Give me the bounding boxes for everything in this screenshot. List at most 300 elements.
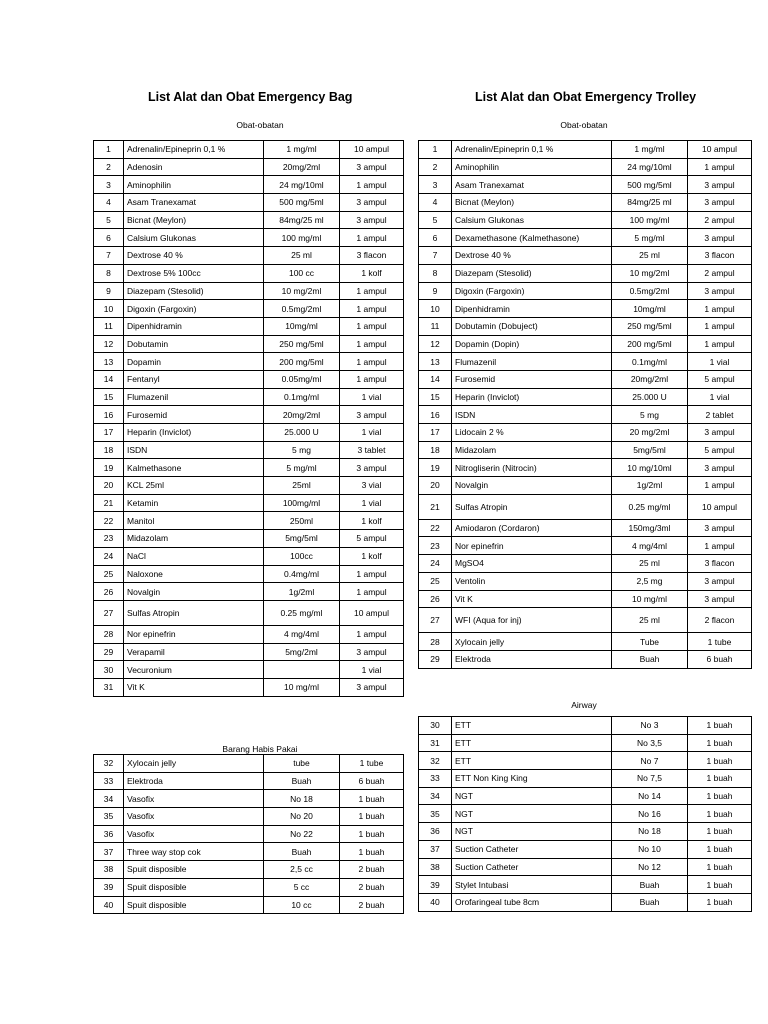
item-quantity: 3 ampul — [340, 459, 404, 477]
item-name: ETT — [452, 734, 612, 752]
item-name: Flumazenil — [124, 388, 264, 406]
item-quantity: 1 ampul — [340, 565, 404, 583]
table-row — [419, 194, 752, 212]
table-row — [419, 353, 752, 371]
item-number: 31 — [94, 678, 124, 696]
item-quantity: 1 ampul — [688, 537, 752, 555]
item-quantity: 6 buah — [340, 772, 404, 790]
item-number: 22 — [419, 519, 452, 537]
table-row — [94, 772, 404, 790]
item-quantity: 1 buah — [688, 876, 752, 894]
item-name: Sulfas Atropin — [124, 600, 264, 625]
item-quantity: 1 tube — [688, 633, 752, 651]
item-name: NGT — [452, 787, 612, 805]
item-number: 13 — [94, 353, 124, 371]
item-number: 6 — [94, 229, 124, 247]
item-quantity: 1 buah — [688, 840, 752, 858]
item-quantity: 3 ampul — [688, 519, 752, 537]
item-name: Nor epinefrin — [452, 537, 612, 555]
table-row — [94, 247, 404, 265]
item-quantity: 1 buah — [340, 825, 404, 843]
table-row — [419, 770, 752, 788]
bag-title: List Alat dan Obat Emergency Bag — [148, 90, 353, 104]
item-dose: 1g/2ml — [264, 583, 340, 601]
item-dose: 100 mg/ml — [264, 229, 340, 247]
item-name: Amiodaron (Cordaron) — [452, 519, 612, 537]
item-quantity: 1 buah — [340, 808, 404, 826]
table-row — [94, 300, 404, 318]
item-number: 9 — [419, 282, 452, 300]
item-number: 14 — [94, 370, 124, 388]
item-quantity: 3 ampul — [688, 590, 752, 608]
item-name: Vasofix — [124, 808, 264, 826]
item-number: 12 — [94, 335, 124, 353]
item-name: Manitol — [124, 512, 264, 530]
item-dose: 100 cc — [264, 264, 340, 282]
table-row — [419, 893, 752, 911]
table-row — [419, 141, 752, 159]
item-dose: 200 mg/5ml — [612, 335, 688, 353]
item-number: 4 — [419, 194, 452, 212]
trolley-airway-table — [418, 716, 752, 912]
item-number: 28 — [419, 633, 452, 651]
item-name: Ketamin — [124, 494, 264, 512]
item-name: Bicnat (Meylon) — [124, 211, 264, 229]
table-row — [94, 755, 404, 773]
item-quantity: 10 ampul — [688, 141, 752, 159]
item-quantity: 1 buah — [688, 752, 752, 770]
item-quantity: 1 vial — [340, 424, 404, 442]
item-dose: 100cc — [264, 547, 340, 565]
table-row — [94, 211, 404, 229]
item-quantity: 2 buah — [340, 878, 404, 896]
item-name: Dexamethasone (Kalmethasone) — [452, 229, 612, 247]
table-row — [94, 335, 404, 353]
table-row — [419, 752, 752, 770]
item-number: 38 — [94, 861, 124, 879]
item-quantity: 3 ampul — [340, 406, 404, 424]
item-quantity: 3 ampul — [688, 194, 752, 212]
table-row — [419, 424, 752, 442]
item-quantity: 1 buah — [688, 805, 752, 823]
item-quantity: 1 vial — [688, 388, 752, 406]
item-dose — [264, 661, 340, 679]
item-quantity: 1 vial — [340, 388, 404, 406]
table-row — [419, 247, 752, 265]
item-quantity: 1 kolf — [340, 264, 404, 282]
item-dose: No 7 — [612, 752, 688, 770]
table-row — [419, 494, 752, 519]
item-quantity: 3 flacon — [688, 555, 752, 573]
item-name: Vasofix — [124, 790, 264, 808]
table-row — [94, 825, 404, 843]
table-row — [419, 650, 752, 668]
table-row — [94, 459, 404, 477]
trolley-title: List Alat dan Obat Emergency Trolley — [475, 90, 697, 104]
item-name: Vecuronium — [124, 661, 264, 679]
item-dose: 20mg/2ml — [264, 406, 340, 424]
item-quantity: 1 buah — [688, 893, 752, 911]
table-row — [419, 477, 752, 495]
item-number: 18 — [94, 441, 124, 459]
item-number: 34 — [94, 790, 124, 808]
table-row — [94, 141, 404, 159]
item-quantity: 5 ampul — [688, 441, 752, 459]
item-quantity: 1 ampul — [688, 335, 752, 353]
table-row — [94, 643, 404, 661]
item-quantity: 3 ampul — [688, 176, 752, 194]
item-name: Xylocain jelly — [124, 755, 264, 773]
item-name: Suction Catheter — [452, 858, 612, 876]
item-dose: 0.4mg/ml — [264, 565, 340, 583]
table-row — [94, 388, 404, 406]
item-quantity: 1 buah — [340, 790, 404, 808]
table-row — [419, 176, 752, 194]
item-quantity: 1 buah — [688, 717, 752, 735]
table-row — [94, 282, 404, 300]
item-dose: 10mg/ml — [612, 300, 688, 318]
item-dose: 25.000 U — [264, 424, 340, 442]
table-row — [94, 808, 404, 826]
table-row — [419, 459, 752, 477]
table-row — [419, 876, 752, 894]
item-dose: 1 mg/ml — [264, 141, 340, 159]
item-dose: 25 ml — [612, 608, 688, 633]
item-dose: No 3 — [612, 717, 688, 735]
item-quantity: 3 ampul — [688, 229, 752, 247]
item-number: 7 — [419, 247, 452, 265]
item-quantity: 1 vial — [688, 353, 752, 371]
table-row — [94, 229, 404, 247]
item-number: 35 — [419, 805, 452, 823]
item-number: 17 — [94, 424, 124, 442]
item-name: NGT — [452, 823, 612, 841]
item-number: 37 — [94, 843, 124, 861]
item-name: MgSO4 — [452, 555, 612, 573]
item-name: Spuit disposible — [124, 896, 264, 914]
item-quantity: 10 ampul — [340, 141, 404, 159]
item-number: 2 — [94, 158, 124, 176]
item-quantity: 1 kolf — [340, 512, 404, 530]
bag-section-bhp: Barang Habis Pakai — [222, 744, 298, 754]
item-quantity: 1 ampul — [340, 176, 404, 194]
item-dose: 0.1mg/ml — [612, 353, 688, 371]
item-dose: 1g/2ml — [612, 477, 688, 495]
item-number: 36 — [94, 825, 124, 843]
table-row — [419, 717, 752, 735]
item-name: ISDN — [124, 441, 264, 459]
item-name: Heparin (Inviclot) — [124, 424, 264, 442]
item-dose: Buah — [264, 843, 340, 861]
item-dose: 84mg/25 ml — [612, 194, 688, 212]
item-name: Spuit disposible — [124, 861, 264, 879]
table-row — [419, 282, 752, 300]
item-quantity: 5 ampul — [340, 530, 404, 548]
item-name: Asam Tranexamat — [124, 194, 264, 212]
item-dose: 20mg/2ml — [612, 370, 688, 388]
item-quantity: 1 ampul — [340, 625, 404, 643]
item-dose: 25 ml — [264, 247, 340, 265]
item-quantity: 3 flacon — [340, 247, 404, 265]
item-name: Three way stop cok — [124, 843, 264, 861]
item-number: 25 — [419, 572, 452, 590]
item-number: 40 — [94, 896, 124, 914]
table-row — [419, 388, 752, 406]
table-row — [94, 678, 404, 696]
table-row — [419, 264, 752, 282]
item-number: 14 — [419, 370, 452, 388]
item-number: 22 — [94, 512, 124, 530]
item-quantity: 3 ampul — [340, 158, 404, 176]
item-name: Aminophilin — [452, 158, 612, 176]
item-number: 8 — [94, 264, 124, 282]
item-dose: No 18 — [264, 790, 340, 808]
item-name: Ventolin — [452, 572, 612, 590]
item-name: Lidocain 2 % — [452, 424, 612, 442]
table-row — [94, 565, 404, 583]
item-number: 15 — [94, 388, 124, 406]
item-dose: 24 mg/10ml — [264, 176, 340, 194]
item-number: 30 — [94, 661, 124, 679]
item-name: Dopamin — [124, 353, 264, 371]
table-row — [419, 158, 752, 176]
item-name: Fentanyl — [124, 370, 264, 388]
item-quantity: 1 ampul — [688, 300, 752, 318]
item-name: Digoxin (Fargoxin) — [124, 300, 264, 318]
item-dose: 10mg/ml — [264, 317, 340, 335]
table-row — [419, 787, 752, 805]
item-number: 3 — [94, 176, 124, 194]
item-name: Naloxone — [124, 565, 264, 583]
table-row — [419, 317, 752, 335]
item-number: 15 — [419, 388, 452, 406]
item-quantity: 3 ampul — [688, 282, 752, 300]
item-name: Kalmethasone — [124, 459, 264, 477]
item-number: 29 — [94, 643, 124, 661]
item-quantity: 1 ampul — [340, 229, 404, 247]
item-name: Dopamin (Dopin) — [452, 335, 612, 353]
item-dose: No 14 — [612, 787, 688, 805]
item-quantity: 3 ampul — [340, 678, 404, 696]
item-name: Adrenalin/Epineprin 0,1 % — [452, 141, 612, 159]
item-quantity: 2 tablet — [688, 406, 752, 424]
table-row — [94, 264, 404, 282]
item-dose: 250 mg/5ml — [264, 335, 340, 353]
item-number: 9 — [94, 282, 124, 300]
table-row — [419, 441, 752, 459]
bag-section-obat: Obat-obatan — [236, 120, 284, 130]
item-name: Calsium Glukonas — [452, 211, 612, 229]
table-row — [419, 633, 752, 651]
item-quantity: 2 ampul — [688, 211, 752, 229]
item-name: Dextrose 40 % — [452, 247, 612, 265]
table-row — [94, 424, 404, 442]
item-quantity: 1 ampul — [340, 317, 404, 335]
item-number: 39 — [419, 876, 452, 894]
table-row — [419, 211, 752, 229]
item-name: Furosemid — [124, 406, 264, 424]
item-dose: 5mg/2ml — [264, 643, 340, 661]
item-dose: 84mg/25 ml — [264, 211, 340, 229]
item-number: 19 — [94, 459, 124, 477]
item-number: 32 — [419, 752, 452, 770]
table-row — [94, 600, 404, 625]
item-name: Vit K — [452, 590, 612, 608]
item-number: 24 — [94, 547, 124, 565]
item-dose: 25 ml — [612, 247, 688, 265]
item-name: ISDN — [452, 406, 612, 424]
item-number: 11 — [419, 317, 452, 335]
item-quantity: 1 ampul — [340, 353, 404, 371]
item-name: Adenosin — [124, 158, 264, 176]
item-number: 37 — [419, 840, 452, 858]
item-dose: 25ml — [264, 477, 340, 495]
item-quantity: 3 ampul — [340, 194, 404, 212]
item-dose: 10 mg/2ml — [612, 264, 688, 282]
item-name: Dobutamin — [124, 335, 264, 353]
table-row — [94, 194, 404, 212]
table-row — [419, 519, 752, 537]
item-number: 18 — [419, 441, 452, 459]
item-number: 21 — [419, 494, 452, 519]
item-dose: 4 mg/4ml — [612, 537, 688, 555]
item-name: Dipenhidramin — [452, 300, 612, 318]
item-number: 12 — [419, 335, 452, 353]
item-dose: 5 cc — [264, 878, 340, 896]
item-dose: 5mg/5ml — [612, 441, 688, 459]
item-dose: 10 mg/ml — [264, 678, 340, 696]
item-number: 31 — [419, 734, 452, 752]
item-name: Midazolam — [452, 441, 612, 459]
table-row — [419, 335, 752, 353]
item-number: 33 — [94, 772, 124, 790]
item-quantity: 2 buah — [340, 861, 404, 879]
item-dose: No 7,5 — [612, 770, 688, 788]
item-quantity: 1 ampul — [688, 317, 752, 335]
item-dose: 150mg/3ml — [612, 519, 688, 537]
item-dose: 0.05mg/ml — [264, 370, 340, 388]
item-number: 13 — [419, 353, 452, 371]
item-name: Stylet Intubasi — [452, 876, 612, 894]
item-number: 8 — [419, 264, 452, 282]
table-row — [94, 353, 404, 371]
item-number: 16 — [94, 406, 124, 424]
item-number: 30 — [419, 717, 452, 735]
item-quantity: 2 flacon — [688, 608, 752, 633]
item-quantity: 3 tablet — [340, 441, 404, 459]
item-name: Asam Tranexamat — [452, 176, 612, 194]
table-row — [94, 494, 404, 512]
item-dose: 1 mg/ml — [612, 141, 688, 159]
item-number: 27 — [419, 608, 452, 633]
item-dose: 2,5 cc — [264, 861, 340, 879]
item-number: 27 — [94, 600, 124, 625]
item-quantity: 1 vial — [340, 661, 404, 679]
item-number: 21 — [94, 494, 124, 512]
item-number: 36 — [419, 823, 452, 841]
item-name: Nitrogliserin (Nitrocin) — [452, 459, 612, 477]
item-name: Novalgin — [124, 583, 264, 601]
table-row — [419, 590, 752, 608]
item-dose: 0.25 mg/ml — [612, 494, 688, 519]
item-name: Xylocain jelly — [452, 633, 612, 651]
item-dose: 25.000 U — [612, 388, 688, 406]
table-row — [94, 896, 404, 914]
item-dose: 5 mg — [264, 441, 340, 459]
item-quantity: 1 ampul — [340, 583, 404, 601]
item-name: Elektroda — [452, 650, 612, 668]
item-number: 17 — [419, 424, 452, 442]
item-dose: 5 mg/ml — [612, 229, 688, 247]
item-name: Adrenalin/Epineprin 0,1 % — [124, 141, 264, 159]
item-quantity: 1 ampul — [688, 158, 752, 176]
item-number: 40 — [419, 893, 452, 911]
item-quantity: 1 buah — [688, 823, 752, 841]
item-quantity: 1 kolf — [340, 547, 404, 565]
item-dose: No 20 — [264, 808, 340, 826]
item-number: 32 — [94, 755, 124, 773]
item-dose: Tube — [612, 633, 688, 651]
item-name: Diazepam (Stesolid) — [452, 264, 612, 282]
item-quantity: 1 buah — [688, 858, 752, 876]
item-name: Novalgin — [452, 477, 612, 495]
item-dose: 10 mg/2ml — [264, 282, 340, 300]
item-dose: 500 mg/5ml — [612, 176, 688, 194]
item-number: 1 — [419, 141, 452, 159]
item-number: 35 — [94, 808, 124, 826]
item-name: Verapamil — [124, 643, 264, 661]
item-number: 23 — [419, 537, 452, 555]
item-dose: 20mg/2ml — [264, 158, 340, 176]
item-dose: Buah — [612, 893, 688, 911]
item-dose: 100 mg/ml — [612, 211, 688, 229]
trolley-section-obat: Obat-obatan — [560, 120, 608, 130]
item-name: Suction Catheter — [452, 840, 612, 858]
table-row — [419, 300, 752, 318]
item-dose: 0.25 mg/ml — [264, 600, 340, 625]
item-quantity: 3 ampul — [688, 424, 752, 442]
item-quantity: 1 ampul — [688, 477, 752, 495]
item-dose: 0.5mg/2ml — [612, 282, 688, 300]
item-quantity: 3 ampul — [688, 459, 752, 477]
table-row — [94, 477, 404, 495]
item-quantity: 3 vial — [340, 477, 404, 495]
item-quantity: 1 tube — [340, 755, 404, 773]
item-number: 26 — [419, 590, 452, 608]
item-quantity: 1 ampul — [340, 282, 404, 300]
item-quantity: 1 ampul — [340, 300, 404, 318]
item-dose: 24 mg/10ml — [612, 158, 688, 176]
item-number: 26 — [94, 583, 124, 601]
item-number: 20 — [94, 477, 124, 495]
table-row — [94, 583, 404, 601]
item-quantity: 1 buah — [688, 734, 752, 752]
item-quantity: 3 flacon — [688, 247, 752, 265]
table-row — [94, 843, 404, 861]
item-quantity: 3 ampul — [340, 643, 404, 661]
item-dose: No 16 — [612, 805, 688, 823]
item-number: 24 — [419, 555, 452, 573]
item-number: 10 — [419, 300, 452, 318]
item-dose: No 18 — [612, 823, 688, 841]
table-row — [419, 734, 752, 752]
table-row — [419, 823, 752, 841]
item-number: 23 — [94, 530, 124, 548]
item-dose: 25 ml — [612, 555, 688, 573]
item-dose: 500 mg/5ml — [264, 194, 340, 212]
item-quantity: 6 buah — [688, 650, 752, 668]
table-row — [94, 661, 404, 679]
